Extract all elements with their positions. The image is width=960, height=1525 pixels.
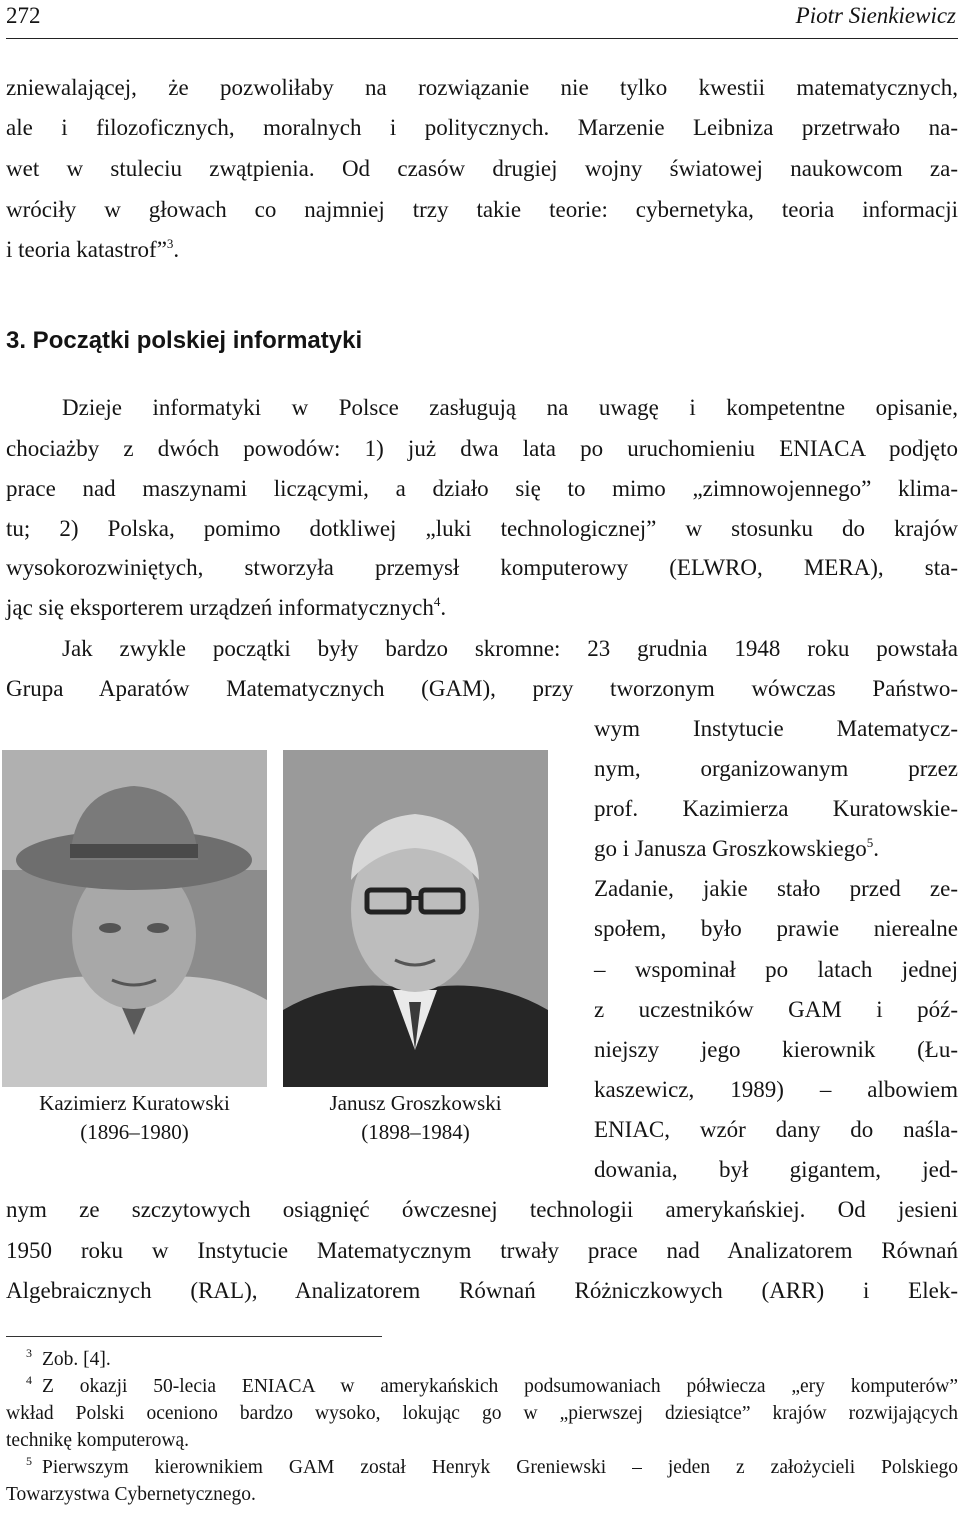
text-line: wym Instytucie Matematycz- [594,716,958,741]
text-line: Zadanie, jakie stało przed ze- [594,876,958,901]
footnote-rule [6,1336,382,1337]
section-heading: 3. Początki polskiej informatyki [6,327,363,354]
text-run: . [173,237,180,262]
text-line: chociażby z dwóch powodów: 1) już dwa lata po uruchomieniu ENIACA podjęto [6,436,958,461]
caption-years: (1896–1980) [80,1120,189,1144]
text-line: Grupa Aparatów Matematycznych (GAM), przy tworzonym wówczas Państwo- [6,676,958,701]
footnote [6,1454,958,1508]
text-line: tu; 2) Polska, pomimo dotkliwej „luki technologicznej” w stosunku do krajów [6,516,958,541]
text-line: Dzieje informatyki w Polsce zasługują na uwagę i kompetentne opisanie, [62,395,958,420]
text-line: ENIAC, wzór dany do naśla- [594,1117,958,1142]
footnote-mark: 4 [26,1373,32,1387]
text-line: prof. Kazimierza Kuratowskie- [594,796,958,821]
text-run: i teoria katastrof” [6,237,167,262]
footnote-line [6,1373,958,1400]
page-header [6,0,958,39]
footnote-ref: 5 [866,835,874,850]
footnote-mark: 3 [26,1346,32,1360]
text-line: niejszy jego kierownik (Łu- [594,1037,958,1062]
text-run: go i Janusza Groszkowskiego [594,836,867,861]
text-line: dowania, był gigantem, jed- [594,1157,958,1182]
footnote-ref: 4 [433,594,441,609]
caption-years: (1898–1984) [361,1120,470,1144]
text-line: nym ze szczytowych osiągnięć ówczesnej technologii amerykańskiej. Od jesieni [6,1197,958,1222]
footnote-ref: 3 [166,236,174,251]
footnote-line: technikę komputerową. [6,1430,190,1451]
text-line: społem, było prawie nierealne [594,916,958,941]
text-line: nym, organizowanym przez [594,756,958,781]
text-line [6,593,446,623]
text-line [6,235,179,265]
text-run: . [440,595,447,620]
text-line: ale i filozoficznych, moralnych i politycznych. Marzenie Leibniza przetrwało na- [6,115,958,140]
figure-caption [2,1089,267,1147]
footnote-line [6,1454,958,1481]
text-line: wysokorozwiniętych, stworzyła przemysł komputerowy (ELWRO, MERA), sta- [6,555,958,580]
running-head: Piotr Sienkiewicz [795,3,956,28]
footnote-line: Towarzystwa Cybernetycznego. [6,1484,256,1505]
text-line: 1950 roku w Instytucie Matematycznym trwały prace nad Analizatorem Równań [6,1238,958,1263]
page-number: 272 [6,3,41,28]
figure-caption [283,1089,548,1147]
footnote-text: Z okazji 50-lecia ENIACA w amerykańskich podsumowaniach półwiecza „ery komputerów” [42,1376,958,1397]
text-line: zniewalającej, że pozwoliłaby na rozwiązanie nie tylko kwestii matematycznych, [6,75,958,100]
footnote [6,1373,958,1454]
portrait-photo-kuratowski [2,750,267,1087]
text-line: – wspominał po latach jednej [594,957,958,982]
text-run: jąc się eksporterem urządzeń informatycznych [6,595,434,620]
caption-name: Janusz Groszkowski [329,1091,502,1115]
footnote-line: wkład Polski oceniono bardzo wysoko, lokując go w „pierwszej dziesiątce” krajów rozwijających [6,1403,958,1424]
text-run: . [873,836,880,861]
text-line: z uczestników GAM i póź- [594,997,958,1022]
text-line [594,834,879,864]
text-line: wróciły w głowach co najmniej trzy takie teorie: cybernetyka, teoria informacji [6,197,958,222]
text-line: wet w stuleciu zwątpienia. Od czasów drugiej wojny światowej naukowcom za- [6,156,958,181]
text-line: Jak zwykle początki były bardzo skromne: 23 grudnia 1948 roku powstała [62,636,958,661]
text-line: prace nad maszynami liczącymi, a działo się to mimo „zimnowojennego” klima- [6,476,958,501]
footnote-mark: 5 [26,1454,32,1468]
caption-name: Kazimierz Kuratowski [39,1091,230,1115]
footnote-text: Pierwszym kierownikiem GAM został Henryk Greniewski – jeden z założycieli Polskiego [42,1457,958,1478]
footnote-line [6,1346,958,1373]
text-line: kaszewicz, 1989) – albowiem [594,1077,958,1102]
portrait-photo-groszkowski [283,750,548,1087]
footnote [6,1346,958,1373]
text-line: Algebraicznych (RAL), Analizatorem Równań Różniczkowych (ARR) i Elek- [6,1278,958,1303]
footnote-text: Zob. [4]. [42,1349,111,1370]
